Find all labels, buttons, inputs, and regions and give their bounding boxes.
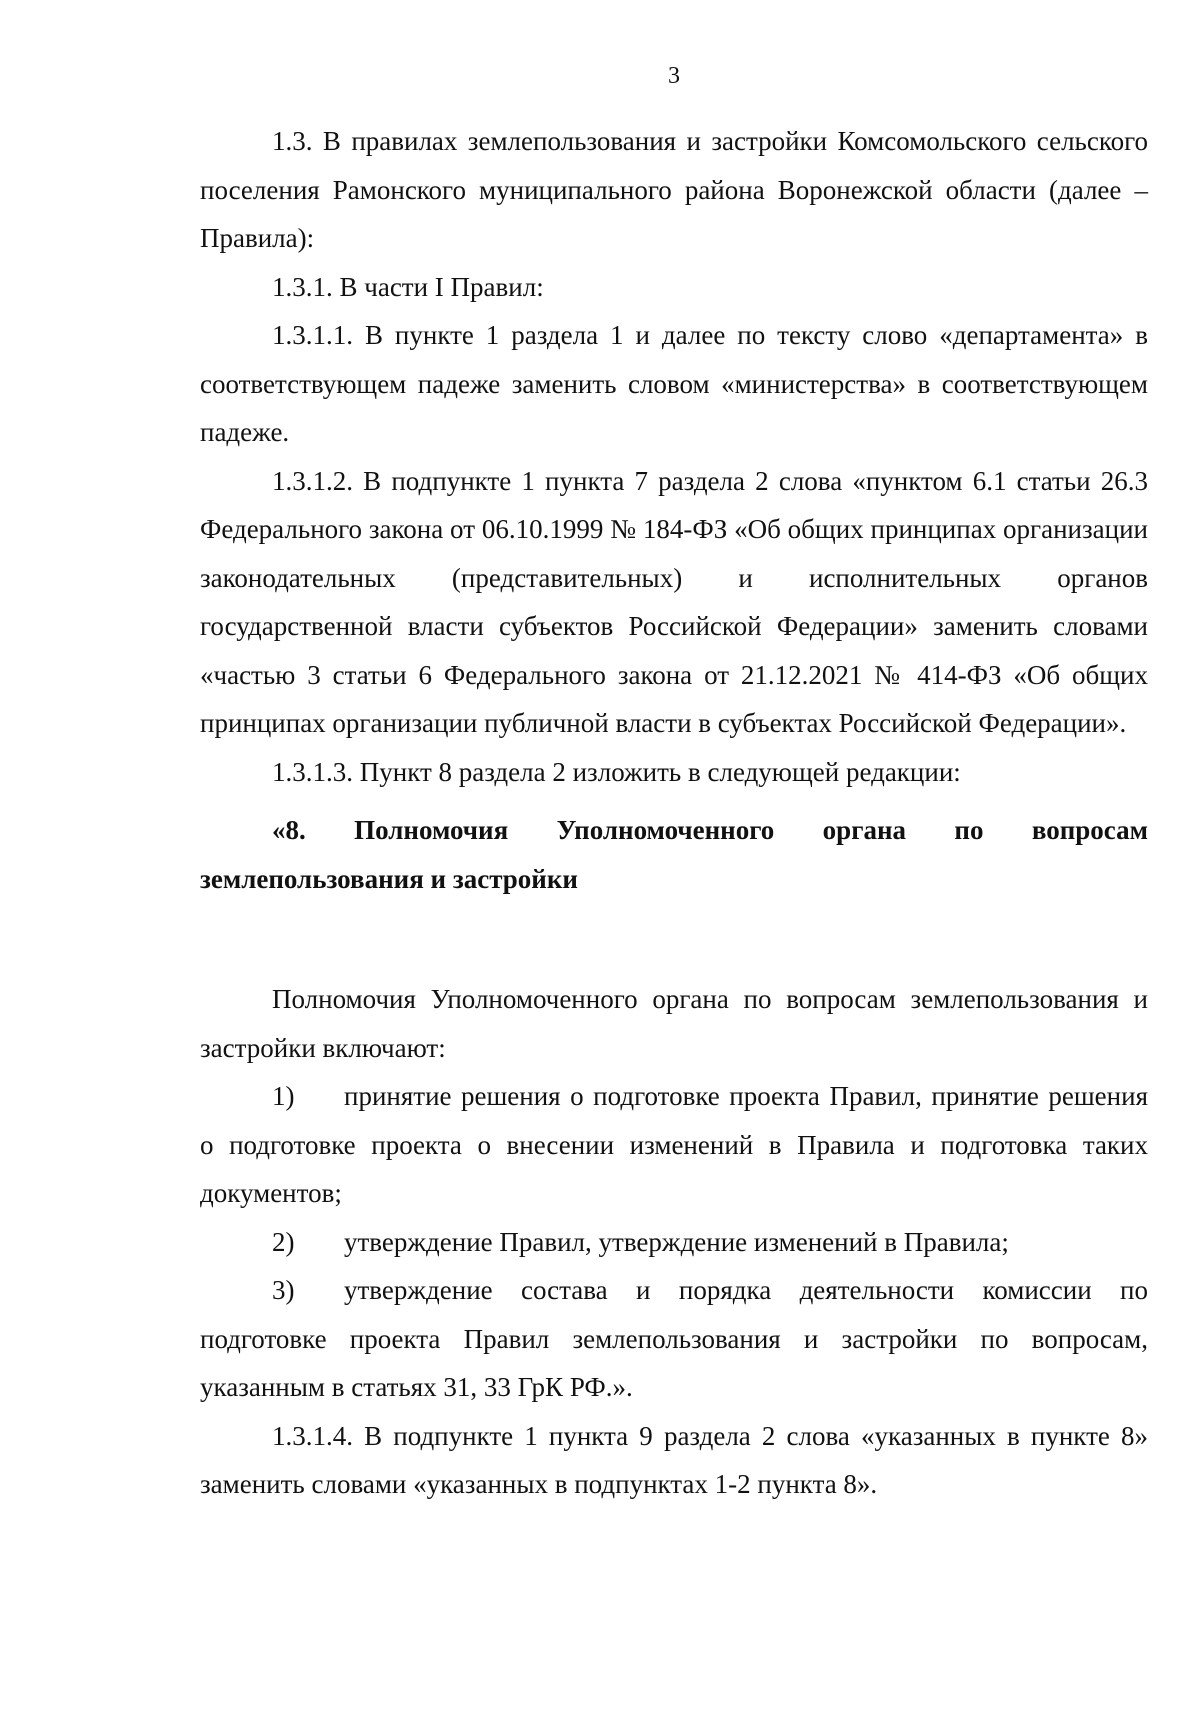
- list-item: [200, 1218, 1148, 1267]
- list-item-text: утверждение состава и порядка деятельности комиссии по подготовке проекта Правил землепользования и застройки по вопросам, указанным в статьях 31, 33 ГрК РФ.».: [200, 1275, 1148, 1402]
- list-item-number: 1): [272, 1081, 295, 1111]
- paragraph-1-3-1-4: 1.3.1.4. В подпункте 1 пункта 9 раздела 2 слова «указанных в пункте 8» заменить словами «указанных в подпунктах 1-2 пункта 8».: [200, 1420, 1148, 1499]
- list-item-text: утверждение Правил, утверждение изменений в Правила;: [344, 1226, 1009, 1257]
- paragraph-1-3: 1.3. В правилах землепользования и застройки Комсомольского сельского поселения Рамонского муниципального района Воронежской области (далее – Правила):: [200, 126, 1148, 253]
- list-item: [200, 1266, 1148, 1412]
- document-body: [200, 117, 1148, 1509]
- section-heading: «8. Полномочия Уполномоченного органа по вопросам землепользования и застройки: [200, 815, 1148, 894]
- list-item-text: принятие решения о подготовке проекта Правил, принятие решения о подготовке проекта о внесении изменений в Правила и подготовка таких документов;: [200, 1081, 1148, 1208]
- list-item-number: 3): [272, 1275, 295, 1305]
- page-number: 3: [668, 63, 680, 89]
- paragraph-1-3-1-2: 1.3.1.2. В подпункте 1 пункта 7 раздела 2 слова «пунктом 6.1 статьи 26.3 Федерального закона от 06.10.1999 № 184-ФЗ «Об общих принципах организации законодательных (представительных) и исполнительных органов государственной власти субъектов Российской Федерации» заменить словами «частью 3 статьи 6 Федерального закона от 21.12.2021 № 414-ФЗ «Об общих принципах организации публичной власти в субъектах Российской Федерации».: [200, 465, 1148, 738]
- document-page: [200, 0, 1148, 1709]
- paragraph-1-3-1: 1.3.1. В части I Правил:: [272, 271, 544, 302]
- list-item-number: 2): [272, 1226, 295, 1257]
- list-item: [200, 1072, 1148, 1218]
- spacer: [200, 796, 1148, 806]
- spacer: [200, 903, 1148, 975]
- paragraph-1-3-1-1: 1.3.1.1. В пункте 1 раздела 1 и далее по тексту слово «департамента» в соответствующем падеже заменить словом «министерства» в соответствующем падеже.: [200, 320, 1148, 447]
- paragraph-powers-intro: Полномочия Уполномоченного органа по вопросам землепользования и застройки включают:: [200, 984, 1148, 1063]
- paragraph-1-3-1-3: 1.3.1.3. Пункт 8 раздела 2 изложить в следующей редакции:: [272, 756, 961, 787]
